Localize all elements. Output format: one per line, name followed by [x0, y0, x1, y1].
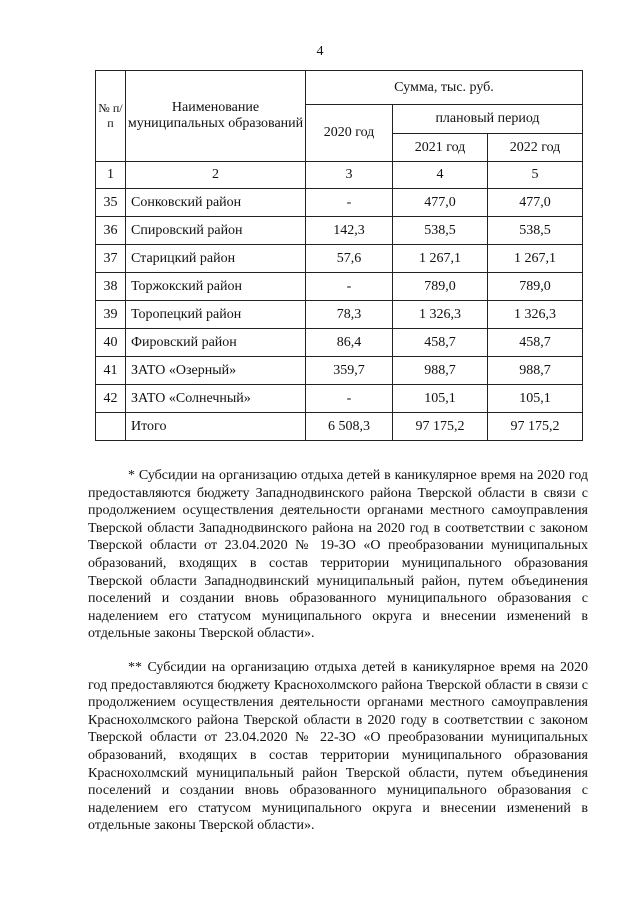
table-row — [96, 329, 583, 357]
row-2020: 142,3 — [306, 217, 393, 245]
row-2020: - — [306, 273, 393, 301]
subsidy-table — [95, 70, 583, 441]
row-2022: 988,7 — [488, 357, 583, 385]
column-number: 3 — [306, 162, 393, 189]
header-name: Наименование муниципальных образований — [126, 71, 306, 162]
row-2021: 538,5 — [393, 217, 488, 245]
total-2022: 97 175,2 — [488, 413, 583, 441]
header-2020: 2020 год — [306, 105, 393, 162]
table-row — [96, 245, 583, 273]
row-2022: 477,0 — [488, 189, 583, 217]
table-row — [96, 301, 583, 329]
row-num: 38 — [96, 273, 126, 301]
row-2022: 1 326,3 — [488, 301, 583, 329]
row-2022: 458,7 — [488, 329, 583, 357]
row-2020: - — [306, 189, 393, 217]
column-number: 1 — [96, 162, 126, 189]
row-2022: 105,1 — [488, 385, 583, 413]
total-label: Итого — [126, 413, 306, 441]
total-num-empty — [96, 413, 126, 441]
footnote-2-text: ** Субсидии на организацию отдыха детей в каникулярное время на 2020 год предоставляются бюджету Краснохолмского района Тверской области в связи с продолжением осуществления деятельности органами местного самоуправления Краснохолмского района Тверской области в 2020 году в соответствии с законом Тверской области от 23.04.2020 № 22-ЗО «О преобразовании муниципальных образований, входящих в состав территории муниципального образования Краснохолмский муниципальный район Тверской области, путем объединения поселений и создании вновь образованного муниципального образования с наделением его статусом муниципального округа и внесении изменений в отдельные законы Тверской области». — [88, 660, 588, 834]
row-2021: 1 326,3 — [393, 301, 488, 329]
row-2022: 1 267,1 — [488, 245, 583, 273]
header-planning-period: плановый период — [393, 105, 583, 134]
header-2022: 2022 год — [488, 134, 583, 162]
row-2021: 1 267,1 — [393, 245, 488, 273]
row-name: ЗАТО «Солнечный» — [126, 385, 306, 413]
header-2021: 2021 год — [393, 134, 488, 162]
column-number: 2 — [126, 162, 306, 189]
row-2021: 477,0 — [393, 189, 488, 217]
header-num: № п/п — [96, 71, 126, 162]
column-number: 4 — [393, 162, 488, 189]
table-row — [96, 189, 583, 217]
row-num: 39 — [96, 301, 126, 329]
footnote-1 — [88, 467, 588, 643]
footnote-1-text: * Субсидии на организацию отдыха детей в каникулярное время на 2020 год предоставляются бюджету Западнодвинского района Тверской области в связи с продолжением осуществления деятельности органами местного самоуправления Тверской области Западнодвинского района на 2020 год в соответствии с законом Тверской области от 23.04.2020 № 19-ЗО «О преобразовании муниципальных образований, входящих в состав территории муниципального образования Тверской области Западнодвинский муниципальный район, путем объединения поселений и создании вновь образованного муниципального образования с наделением его статусом муниципального округа и внесении изменений в отдельные законы Тверской области». — [88, 468, 588, 642]
row-name: Сонковский район — [126, 189, 306, 217]
row-num: 36 — [96, 217, 126, 245]
row-2020: 78,3 — [306, 301, 393, 329]
row-num: 41 — [96, 357, 126, 385]
row-2020: 86,4 — [306, 329, 393, 357]
row-name: Спировский район — [126, 217, 306, 245]
row-num: 37 — [96, 245, 126, 273]
row-2021: 458,7 — [393, 329, 488, 357]
row-2022: 789,0 — [488, 273, 583, 301]
header-sum: Сумма, тыс. руб. — [306, 71, 583, 105]
row-num: 42 — [96, 385, 126, 413]
footnote-2 — [88, 659, 588, 835]
total-2020: 6 508,3 — [306, 413, 393, 441]
row-2020: 57,6 — [306, 245, 393, 273]
total-row — [96, 413, 583, 441]
page-number: 4 — [316, 44, 324, 59]
row-2020: 359,7 — [306, 357, 393, 385]
row-name: Старицкий район — [126, 245, 306, 273]
table-row — [96, 217, 583, 245]
row-num: 35 — [96, 189, 126, 217]
row-name: Торжокский район — [126, 273, 306, 301]
row-name: Торопецкий район — [126, 301, 306, 329]
row-2022: 538,5 — [488, 217, 583, 245]
row-2021: 789,0 — [393, 273, 488, 301]
table-row — [96, 385, 583, 413]
row-2021: 105,1 — [393, 385, 488, 413]
row-name: ЗАТО «Озерный» — [126, 357, 306, 385]
row-2020: - — [306, 385, 393, 413]
table-row — [96, 357, 583, 385]
total-2021: 97 175,2 — [393, 413, 488, 441]
row-name: Фировский район — [126, 329, 306, 357]
column-number: 5 — [488, 162, 583, 189]
row-2021: 988,7 — [393, 357, 488, 385]
table-row — [96, 273, 583, 301]
row-num: 40 — [96, 329, 126, 357]
